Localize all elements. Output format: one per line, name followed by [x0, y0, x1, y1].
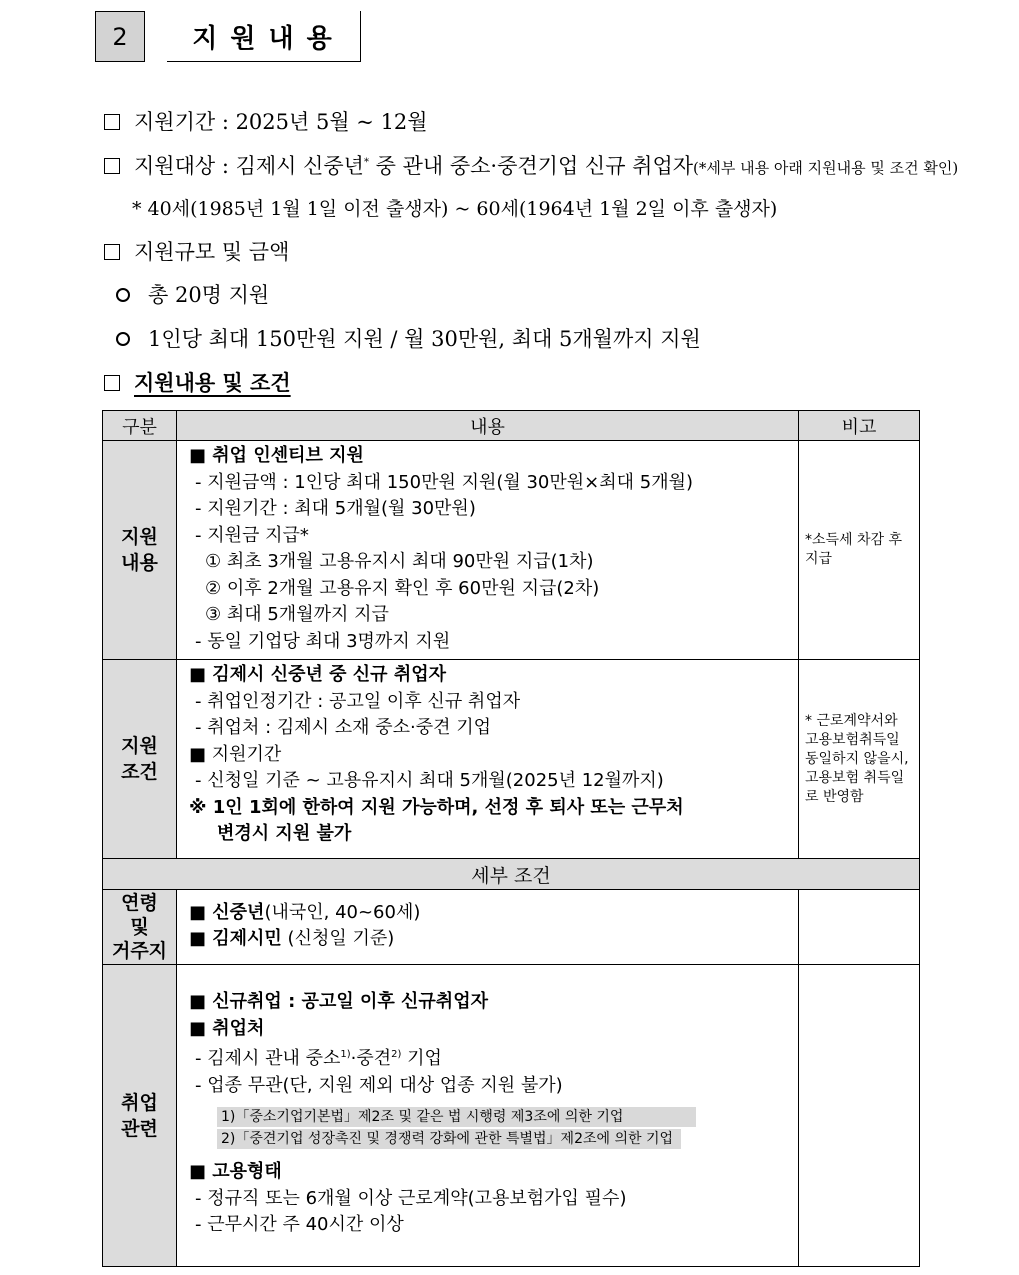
- section-number: 2: [95, 11, 145, 62]
- checkbox-icon: [104, 114, 120, 130]
- target-line: [104, 150, 958, 180]
- checkbox-icon: [104, 244, 120, 260]
- header-remark: 비고: [799, 411, 920, 441]
- header-category: 구분: [103, 411, 177, 441]
- conditions-content: [177, 660, 799, 859]
- employment-line: [189, 1042, 792, 1073]
- employment-line: - 근무시간 주 40시간 이상: [195, 1214, 404, 1235]
- support-line: ■ 취업 인센티브 지원: [189, 445, 364, 466]
- conditions-line: ■ 지원기간: [189, 743, 282, 765]
- support-table: [102, 410, 920, 1267]
- conditions-line: - 취업처 : 김제시 소재 중소·중견 기업: [195, 717, 492, 738]
- conditions-line: - 취업인정기간 : 공고일 이후 신규 취업자: [195, 690, 521, 712]
- detail-header-row: [103, 859, 920, 890]
- conditions-line: - 신청일 기준 ~ 고용유지시 최대 5개월(2025년 12월까지): [195, 770, 664, 791]
- footnote-mark-1: 1): [340, 1049, 351, 1060]
- target-text: 지원대상 : 김제시 신중년: [134, 154, 364, 178]
- age-line-rest: (내국인, 40~60세): [264, 901, 421, 923]
- employment-line: ■ 고용형태: [189, 1161, 282, 1182]
- age-remark: [799, 890, 920, 965]
- employment-line-c: 기업: [401, 1048, 442, 1069]
- checkbox-icon: [104, 158, 120, 174]
- resident-line-rest: (신청일 기준): [281, 928, 395, 949]
- table-header-row: [103, 411, 920, 441]
- footnotes: [189, 1105, 792, 1149]
- support-line: ③ 최대 5개월까지 지급: [205, 604, 389, 625]
- age-note: * 40세(1985년 1월 1일 이전 출생자) ~ 60세(1964년 1월 2일 이후 출생자): [132, 198, 778, 220]
- support-line: - 지원금 지급*: [195, 524, 309, 546]
- footnote-1: 1)「중소기업기본법」제2조 및 같은 법 시행령 제3조에 의한 기업: [217, 1107, 696, 1127]
- target-note: (*세부 내용 아래 지원내용 및 조건 확인): [693, 159, 959, 177]
- conditions-line: ■ 김제시 신중년 중 신규 취업자: [189, 664, 446, 685]
- table-row-employment: [103, 965, 920, 1267]
- per-person-text: 1인당 최대 150만원 지원 / 월 30만원, 최대 5개월까지 지원: [148, 327, 701, 351]
- detail-header: 세부 조건: [103, 859, 920, 890]
- target-rest: 중 관내 중소·중견기업 신규 취업자: [368, 154, 694, 178]
- circle-bullet-icon: [116, 288, 130, 302]
- conditions-line: ※ 1인 1회에 한하여 지원 가능하며, 선정 후 퇴사 또는 근무처: [189, 796, 684, 818]
- resident-line-bold: ■ 김제시민: [189, 928, 282, 949]
- footnote-2: 2)「중견기업 성장촉진 및 경쟁력 강화에 관한 특별법」제2조에 의한 기업: [217, 1129, 681, 1149]
- category-support: 지원 내용: [103, 441, 177, 660]
- section-title: 지원내용: [167, 11, 361, 62]
- support-content: [177, 441, 799, 660]
- employment-line: ■ 신규취업 : 공고일 이후 신규취업자: [189, 991, 488, 1012]
- category-employment: 취업 관련: [103, 965, 177, 1267]
- support-line: - 지원금액 : 1인당 최대 150만원 지원(월 30만원×최대 5개월): [195, 471, 693, 493]
- period-line: [104, 106, 428, 136]
- employment-line-a: - 김제시 관내 중소: [195, 1048, 341, 1069]
- support-line: - 지원기간 : 최대 5개월(월 30만원): [195, 498, 476, 519]
- subsection-line: [104, 367, 291, 397]
- conditions-remark: * 근로계약서와 고용보험취득일 동일하지 않을시, 고용보험 취득일로 반영함: [799, 660, 920, 859]
- age-line-bold: ■ 신중년: [189, 901, 265, 923]
- table-row-age: [103, 890, 920, 965]
- header-content: 내용: [177, 411, 799, 441]
- total-line: [116, 279, 269, 309]
- category-conditions: 지원 조건: [103, 660, 177, 859]
- circle-bullet-icon: [116, 332, 130, 346]
- employment-line: - 업종 무관(단, 지원 제외 대상 업종 지원 불가): [195, 1074, 563, 1096]
- support-line: ① 최초 3개월 고용유지시 최대 90만원 지급(1차): [205, 551, 594, 572]
- support-line: ② 이후 2개월 고용유지 확인 후 60만원 지급(2차): [205, 577, 600, 599]
- period-text: 지원기간 : 2025년 5월 ~ 12월: [134, 110, 428, 134]
- scale-line: [104, 236, 289, 266]
- support-line: - 동일 기업당 최대 3명까지 지원: [195, 630, 451, 652]
- employment-line: ■ 취업처: [189, 1017, 265, 1039]
- employment-content: [177, 965, 799, 1267]
- footnote-mark-2: 2): [391, 1049, 402, 1060]
- employment-line: - 정규직 또는 6개월 이상 근로계약(고용보험가입 필수): [195, 1187, 627, 1209]
- subsection-title: 지원내용 및 조건: [134, 370, 291, 395]
- employment-line-b: ·중견: [350, 1048, 392, 1069]
- total-text: 총 20명 지원: [148, 283, 270, 307]
- support-remark: *소득세 차감 후 지급: [799, 441, 920, 660]
- per-person-line: [116, 323, 701, 353]
- employment-remark: [799, 965, 920, 1267]
- age-content: [177, 890, 799, 965]
- category-age: 연령 및 거주지: [103, 890, 177, 965]
- checkbox-icon: [104, 375, 120, 391]
- table-row-conditions: [103, 660, 920, 859]
- table-row-support: [103, 441, 920, 660]
- scale-text: 지원규모 및 금액: [134, 240, 290, 264]
- conditions-line: 변경시 지원 불가: [217, 823, 352, 844]
- target-mark: *: [363, 157, 369, 168]
